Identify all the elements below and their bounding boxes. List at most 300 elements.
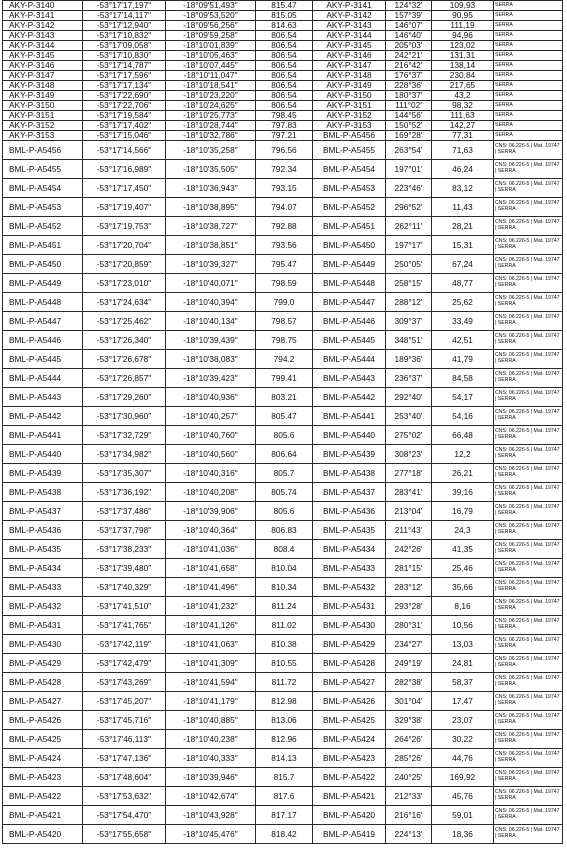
azimuth-cell: 264°26' (386, 730, 432, 749)
confrontation-cell: CNS: 06.226-5 | Mat. 19747 | SERRA (494, 388, 563, 407)
vertex-code-cell: BML-P-A5454 (3, 179, 83, 198)
azimuth-cell: 169°28' (386, 131, 432, 141)
latitude-cell: -18°10'40,333" (166, 749, 256, 768)
distance-cell: 48,77 (432, 274, 494, 293)
azimuth-cell: 242°26' (386, 540, 432, 559)
confrontation-cell: SERRA (494, 21, 563, 31)
vertex-code-cell: BML-P-A5448 (3, 293, 83, 312)
next-vertex-code-cell: BML-P-A5421 (313, 787, 386, 806)
altitude-cell: 806.54 (256, 91, 313, 101)
altitude-cell: 794.2 (256, 350, 313, 369)
longitude-cell: -53°17'14,787" (83, 61, 166, 71)
longitude-cell: -53°17'46,113" (83, 730, 166, 749)
vertex-code-cell: AKY-P-3147 (3, 71, 83, 81)
confrontation-cell: CNS: 06.226-5 | Mat. 19747 | SERRA (494, 825, 563, 844)
azimuth-cell: 189°36' (386, 350, 432, 369)
distance-cell: 83,12 (432, 179, 494, 198)
confrontation-cell: CNS: 06.226-5 | Mat. 19747 | SERRA (494, 730, 563, 749)
azimuth-cell: 258°15' (386, 274, 432, 293)
vertex-code-cell: BML-P-A5446 (3, 331, 83, 350)
distance-cell: 15,31 (432, 236, 494, 255)
vertex-code-cell: BML-P-A5429 (3, 654, 83, 673)
longitude-cell: -53°17'23,010" (83, 274, 166, 293)
azimuth-cell: 277°18' (386, 464, 432, 483)
next-vertex-code-cell: BML-P-A5435 (313, 521, 386, 540)
altitude-cell: 798.45 (256, 111, 313, 121)
vertex-code-cell: AKY-P-3148 (3, 81, 83, 91)
latitude-cell: -18°09'56,256" (166, 21, 256, 31)
next-vertex-code-cell: BML-P-A5447 (313, 293, 386, 312)
altitude-cell: 803.21 (256, 388, 313, 407)
confrontation-cell: SERRA (494, 121, 563, 131)
vertex-code-cell: BML-P-A5431 (3, 616, 83, 635)
distance-cell: 23,07 (432, 711, 494, 730)
next-vertex-code-cell: AKY-P-3148 (313, 71, 386, 81)
latitude-cell: -18°10'40,394" (166, 293, 256, 312)
vertex-code-cell: BML-P-A5440 (3, 445, 83, 464)
distance-cell: 18,36 (432, 825, 494, 844)
altitude-cell: 806.54 (256, 51, 313, 61)
confrontation-cell: CNS: 06.226-5 | Mat. 19747 | SERRA (494, 635, 563, 654)
altitude-cell: 818.42 (256, 825, 313, 844)
confrontation-cell: CNS: 06.226-5 | Mat. 19747 | SERRA (494, 445, 563, 464)
vertex-code-cell: BML-P-A5444 (3, 369, 83, 388)
azimuth-cell: 144°56' (386, 111, 432, 121)
longitude-cell: -53°17'10,832" (83, 31, 166, 41)
confrontation-cell: SERRA (494, 111, 563, 121)
longitude-cell: -53°17'10,830" (83, 51, 166, 61)
vertex-code-cell: BML-P-A5427 (3, 692, 83, 711)
vertex-code-cell: BML-P-A5442 (3, 407, 83, 426)
altitude-cell: 797.21 (256, 131, 313, 141)
azimuth-cell: 281°15' (386, 559, 432, 578)
altitude-cell: 812.96 (256, 730, 313, 749)
azimuth-cell: 223°46' (386, 179, 432, 198)
next-vertex-code-cell: BML-P-A5424 (313, 730, 386, 749)
distance-cell: 217,65 (432, 81, 494, 91)
longitude-cell: -53°17'48,604" (83, 768, 166, 787)
table-row (3, 540, 563, 559)
table-body (3, 1, 563, 844)
table-row (3, 160, 563, 179)
next-vertex-code-cell: BML-P-A5449 (313, 255, 386, 274)
vertex-code-cell: AKY-P-3149 (3, 91, 83, 101)
next-vertex-code-cell: AKY-P-3152 (313, 111, 386, 121)
table-row (3, 312, 563, 331)
latitude-cell: -18°10'40,885" (166, 711, 256, 730)
longitude-cell: -53°17'22,690" (83, 91, 166, 101)
distance-cell: 67,24 (432, 255, 494, 274)
vertex-code-cell: BML-P-A5428 (3, 673, 83, 692)
table-row (3, 41, 563, 51)
azimuth-cell: 283°41' (386, 483, 432, 502)
distance-cell: 41,35 (432, 540, 494, 559)
vertex-code-cell: BML-P-A5441 (3, 426, 83, 445)
latitude-cell: -18°10'41,063" (166, 635, 256, 654)
azimuth-cell: 309°37' (386, 312, 432, 331)
distance-cell: 43,2 (432, 91, 494, 101)
altitude-cell: 814.13 (256, 749, 313, 768)
azimuth-cell: 146°40' (386, 31, 432, 41)
longitude-cell: -53°17'55,658" (83, 825, 166, 844)
altitude-cell: 792.88 (256, 217, 313, 236)
altitude-cell: 793.56 (256, 236, 313, 255)
altitude-cell: 796.56 (256, 141, 313, 160)
altitude-cell: 805.74 (256, 483, 313, 502)
confrontation-cell: CNS: 06.226-5 | Mat. 19747 | SERRA (494, 160, 563, 179)
latitude-cell: -18°10'41,658" (166, 559, 256, 578)
distance-cell: 13,03 (432, 635, 494, 654)
distance-cell: 54,16 (432, 407, 494, 426)
table-row (3, 91, 563, 101)
altitude-cell: 810.38 (256, 635, 313, 654)
distance-cell: 25,62 (432, 293, 494, 312)
confrontation-cell: CNS: 06.226-5 | Mat. 19747 | SERRA (494, 274, 563, 293)
latitude-cell: -18°10'40,134" (166, 312, 256, 331)
distance-cell: 24,3 (432, 521, 494, 540)
distance-cell: 11,43 (432, 198, 494, 217)
vertex-code-cell: BML-P-A5434 (3, 559, 83, 578)
azimuth-cell: 250°05' (386, 255, 432, 274)
next-vertex-code-cell: AKY-P-3150 (313, 91, 386, 101)
latitude-cell: -18°09'53,520" (166, 11, 256, 21)
longitude-cell: -53°17'26,340" (83, 331, 166, 350)
vertex-code-cell: BML-P-A5422 (3, 787, 83, 806)
altitude-cell: 793.15 (256, 179, 313, 198)
next-vertex-code-cell: AKY-P-3147 (313, 61, 386, 71)
altitude-cell: 812.98 (256, 692, 313, 711)
altitude-cell: 815.47 (256, 1, 313, 11)
vertex-code-cell: BML-P-A5439 (3, 464, 83, 483)
latitude-cell: -18°10'40,560" (166, 445, 256, 464)
longitude-cell: -53°17'17,402" (83, 121, 166, 131)
table-row (3, 21, 563, 31)
vertex-code-cell: BML-P-A5456 (3, 141, 83, 160)
longitude-cell: -53°17'47,136" (83, 749, 166, 768)
latitude-cell: -18°10'41,309" (166, 654, 256, 673)
distance-cell: 45,76 (432, 787, 494, 806)
confrontation-cell: CNS: 06.226-5 | Mat. 19747 | SERRA (494, 179, 563, 198)
table-row (3, 692, 563, 711)
azimuth-cell: 212°33' (386, 787, 432, 806)
longitude-cell: -53°17'17,450" (83, 179, 166, 198)
longitude-cell: -53°17'19,753" (83, 217, 166, 236)
next-vertex-code-cell: BML-P-A5443 (313, 369, 386, 388)
longitude-cell: -53°17'43,269" (83, 673, 166, 692)
distance-cell: 84,58 (432, 369, 494, 388)
next-vertex-code-cell: AKY-P-3146 (313, 51, 386, 61)
vertex-code-cell: BML-P-A5443 (3, 388, 83, 407)
table-row (3, 101, 563, 111)
latitude-cell: -18°10'40,316" (166, 464, 256, 483)
latitude-cell: -18°10'24,625" (166, 101, 256, 111)
vertex-code-cell: AKY-P-3151 (3, 111, 83, 121)
table-row (3, 445, 563, 464)
next-vertex-code-cell: BML-P-A5438 (313, 464, 386, 483)
distance-cell: 123,02 (432, 41, 494, 51)
latitude-cell: -18°10'18,541" (166, 81, 256, 91)
latitude-cell: -18°10'39,439" (166, 331, 256, 350)
vertex-code-cell: BML-P-A5450 (3, 255, 83, 274)
confrontation-cell: CNS: 06.226-5 | Mat. 19747 | SERRA (494, 806, 563, 825)
next-vertex-code-cell: BML-P-A5451 (313, 217, 386, 236)
azimuth-cell: 285°26' (386, 749, 432, 768)
next-vertex-code-cell: BML-P-A5427 (313, 673, 386, 692)
next-vertex-code-cell: AKY-P-3149 (313, 81, 386, 91)
table-row (3, 51, 563, 61)
latitude-cell: -18°10'41,496" (166, 578, 256, 597)
table-row (3, 483, 563, 502)
distance-cell: 24,81 (432, 654, 494, 673)
table-row (3, 121, 563, 131)
azimuth-cell: 234°27' (386, 635, 432, 654)
longitude-cell: -53°17'26,857" (83, 369, 166, 388)
altitude-cell: 815.05 (256, 11, 313, 21)
azimuth-cell: 282°38' (386, 673, 432, 692)
confrontation-cell: SERRA (494, 91, 563, 101)
table-row (3, 274, 563, 293)
distance-cell: 10,56 (432, 616, 494, 635)
altitude-cell: 792.34 (256, 160, 313, 179)
confrontation-cell: CNS: 06.226-5 | Mat. 19747 | SERRA (494, 426, 563, 445)
distance-cell: 90,95 (432, 11, 494, 21)
latitude-cell: -18°10'23,220" (166, 91, 256, 101)
latitude-cell: -18°10'43,928" (166, 806, 256, 825)
table-row (3, 369, 563, 388)
longitude-cell: -53°17'32,729" (83, 426, 166, 445)
confrontation-cell: CNS: 06.226-5 | Mat. 19747 | SERRA (494, 597, 563, 616)
azimuth-cell: 211°43' (386, 521, 432, 540)
distance-cell: 109,93 (432, 1, 494, 11)
altitude-cell: 817.17 (256, 806, 313, 825)
vertex-code-cell: AKY-P-3141 (3, 11, 83, 21)
longitude-cell: -53°17'12,940" (83, 21, 166, 31)
vertex-code-cell: BML-P-A5433 (3, 578, 83, 597)
next-vertex-code-cell: BML-P-A5426 (313, 692, 386, 711)
azimuth-cell: 180°37' (386, 91, 432, 101)
vertex-code-cell: BML-P-A5455 (3, 160, 83, 179)
confrontation-cell: SERRA (494, 11, 563, 21)
azimuth-cell: 224°13' (386, 825, 432, 844)
distance-cell: 131,31 (432, 51, 494, 61)
azimuth-cell: 213°04' (386, 502, 432, 521)
confrontation-cell: CNS: 06.226-5 | Mat. 19747 | SERRA (494, 502, 563, 521)
confrontation-cell: CNS: 06.226-5 | Mat. 19747 | SERRA (494, 407, 563, 426)
azimuth-cell: 262°11' (386, 217, 432, 236)
azimuth-cell: 296°52' (386, 198, 432, 217)
longitude-cell: -53°17'37,486" (83, 502, 166, 521)
confrontation-cell: SERRA (494, 61, 563, 71)
azimuth-cell: 293°28' (386, 597, 432, 616)
altitude-cell: 814.63 (256, 21, 313, 31)
next-vertex-code-cell: BML-P-A5450 (313, 236, 386, 255)
longitude-cell: -53°17'37,798" (83, 521, 166, 540)
azimuth-cell: 205°03' (386, 41, 432, 51)
table-row (3, 71, 563, 81)
longitude-cell: -53°17'41,765" (83, 616, 166, 635)
latitude-cell: -18°10'40,760" (166, 426, 256, 445)
next-vertex-code-cell: AKY-P-3151 (313, 101, 386, 111)
confrontation-cell: CNS: 06.226-5 | Mat. 19747 | SERRA (494, 578, 563, 597)
vertex-code-cell: BML-P-A5425 (3, 730, 83, 749)
altitude-cell: 806.54 (256, 61, 313, 71)
latitude-cell: -18°10'38,895" (166, 198, 256, 217)
latitude-cell: -18°10'39,327" (166, 255, 256, 274)
distance-cell: 42,51 (432, 331, 494, 350)
confrontation-cell: CNS: 06.226-5 | Mat. 19747 | SERRA (494, 293, 563, 312)
distance-cell: 44,76 (432, 749, 494, 768)
azimuth-cell: 240°25' (386, 768, 432, 787)
confrontation-cell: SERRA (494, 51, 563, 61)
vertex-code-cell: BML-P-A5438 (3, 483, 83, 502)
longitude-cell: -53°17'53,632" (83, 787, 166, 806)
vertex-code-cell: BML-P-A5449 (3, 274, 83, 293)
azimuth-cell: 242°21' (386, 51, 432, 61)
confrontation-cell: CNS: 06.226-5 | Mat. 19747 | SERRA (494, 350, 563, 369)
altitude-cell: 806.54 (256, 41, 313, 51)
latitude-cell: -18°10'40,208" (166, 483, 256, 502)
confrontation-cell: CNS: 06.226-5 | Mat. 19747 | SERRA (494, 236, 563, 255)
boundary-coordinates-table (2, 0, 563, 844)
confrontation-cell: CNS: 06.226-5 | Mat. 19747 | SERRA (494, 768, 563, 787)
next-vertex-code-cell: BML-P-A5432 (313, 578, 386, 597)
next-vertex-code-cell: BML-P-A5452 (313, 198, 386, 217)
next-vertex-code-cell: BML-P-A5431 (313, 597, 386, 616)
azimuth-cell: 275°02' (386, 426, 432, 445)
azimuth-cell: 236°37' (386, 369, 432, 388)
vertex-code-cell: AKY-P-3145 (3, 51, 83, 61)
confrontation-cell: CNS: 06.226-5 | Mat. 19747 | SERRA (494, 464, 563, 483)
longitude-cell: -53°17'24,634" (83, 293, 166, 312)
confrontation-cell: CNS: 06.226-5 | Mat. 19747 | SERRA (494, 198, 563, 217)
distance-cell: 35,66 (432, 578, 494, 597)
latitude-cell: -18°10'32,786" (166, 131, 256, 141)
next-vertex-code-cell: AKY-P-3142 (313, 11, 386, 21)
altitude-cell: 805.47 (256, 407, 313, 426)
distance-cell: 98,32 (432, 101, 494, 111)
latitude-cell: -18°10'11,047" (166, 71, 256, 81)
altitude-cell: 805.6 (256, 426, 313, 445)
table-row (3, 255, 563, 274)
altitude-cell: 808.4 (256, 540, 313, 559)
confrontation-cell: CNS: 06.226-5 | Mat. 19747 | SERRA (494, 673, 563, 692)
next-vertex-code-cell: BML-P-A5456 (313, 131, 386, 141)
confrontation-cell: CNS: 06.226-5 | Mat. 19747 | SERRA (494, 312, 563, 331)
vertex-code-cell: BML-P-A5424 (3, 749, 83, 768)
table-row (3, 198, 563, 217)
vertex-code-cell: BML-P-A5436 (3, 521, 83, 540)
longitude-cell: -53°17'16,989" (83, 160, 166, 179)
distance-cell: 111,19 (432, 21, 494, 31)
azimuth-cell: 197°17' (386, 236, 432, 255)
table-row (3, 236, 563, 255)
vertex-code-cell: BML-P-A5453 (3, 198, 83, 217)
longitude-cell: -53°17'29,260" (83, 388, 166, 407)
longitude-cell: -53°17'42,119" (83, 635, 166, 654)
distance-cell: 17,47 (432, 692, 494, 711)
longitude-cell: -53°17'42,479" (83, 654, 166, 673)
distance-cell: 30,22 (432, 730, 494, 749)
table-row (3, 426, 563, 445)
distance-cell: 25,46 (432, 559, 494, 578)
table-row (3, 61, 563, 71)
confrontation-cell: SERRA (494, 81, 563, 91)
next-vertex-code-cell: AKY-P-3141 (313, 1, 386, 11)
confrontation-cell: CNS: 06.226-5 | Mat. 19747 | SERRA (494, 521, 563, 540)
longitude-cell: -53°17'39,480" (83, 559, 166, 578)
confrontation-cell: CNS: 06.226-5 | Mat. 19747 | SERRA (494, 141, 563, 160)
next-vertex-code-cell: BML-P-A5436 (313, 502, 386, 521)
distance-cell: 28,21 (432, 217, 494, 236)
next-vertex-code-cell: BML-P-A5445 (313, 331, 386, 350)
vertex-code-cell: BML-P-A5451 (3, 236, 83, 255)
table-row (3, 673, 563, 692)
azimuth-cell: 111°02' (386, 101, 432, 111)
distance-cell: 59,01 (432, 806, 494, 825)
altitude-cell: 798.75 (256, 331, 313, 350)
vertex-code-cell: BML-P-A5435 (3, 540, 83, 559)
vertex-code-cell: BML-P-A5432 (3, 597, 83, 616)
longitude-cell: -53°17'20,859" (83, 255, 166, 274)
table-row (3, 464, 563, 483)
confrontation-cell: CNS: 06.226-5 | Mat. 19747 | SERRA (494, 654, 563, 673)
table-row (3, 616, 563, 635)
next-vertex-code-cell: BML-P-A5440 (313, 426, 386, 445)
altitude-cell: 815.7 (256, 768, 313, 787)
table-row (3, 131, 563, 141)
next-vertex-code-cell: BML-P-A5446 (313, 312, 386, 331)
latitude-cell: -18°10'38,727" (166, 217, 256, 236)
altitude-cell: 810.55 (256, 654, 313, 673)
table-row (3, 521, 563, 540)
distance-cell: 12,2 (432, 445, 494, 464)
altitude-cell: 797.83 (256, 121, 313, 131)
distance-cell: 142,27 (432, 121, 494, 131)
altitude-cell: 810.04 (256, 559, 313, 578)
next-vertex-code-cell: BML-P-A5428 (313, 654, 386, 673)
vertex-code-cell: BML-P-A5423 (3, 768, 83, 787)
azimuth-cell: 292°40' (386, 388, 432, 407)
vertex-code-cell: BML-P-A5426 (3, 711, 83, 730)
table-row (3, 749, 563, 768)
table-row (3, 11, 563, 21)
longitude-cell: -53°17'25,462" (83, 312, 166, 331)
latitude-cell: -18°10'40,257" (166, 407, 256, 426)
table-row (3, 597, 563, 616)
latitude-cell: -18°10'35,258" (166, 141, 256, 160)
table-row (3, 502, 563, 521)
altitude-cell: 810.34 (256, 578, 313, 597)
vertex-code-cell: BML-P-A5420 (3, 825, 83, 844)
azimuth-cell: 329°38' (386, 711, 432, 730)
confrontation-cell: SERRA (494, 1, 563, 11)
confrontation-cell: SERRA (494, 31, 563, 41)
altitude-cell: 817.6 (256, 787, 313, 806)
longitude-cell: -53°17'09,058" (83, 41, 166, 51)
azimuth-cell: 216°42' (386, 61, 432, 71)
latitude-cell: -18°10'42,674" (166, 787, 256, 806)
table-row (3, 331, 563, 350)
vertex-code-cell: AKY-P-3150 (3, 101, 83, 111)
azimuth-cell: 263°54' (386, 141, 432, 160)
table-row (3, 388, 563, 407)
altitude-cell: 811.02 (256, 616, 313, 635)
next-vertex-code-cell: BML-P-A5455 (313, 141, 386, 160)
next-vertex-code-cell: BML-P-A5454 (313, 160, 386, 179)
altitude-cell: 794.07 (256, 198, 313, 217)
longitude-cell: -53°17'40,329" (83, 578, 166, 597)
latitude-cell: -18°10'41,232" (166, 597, 256, 616)
